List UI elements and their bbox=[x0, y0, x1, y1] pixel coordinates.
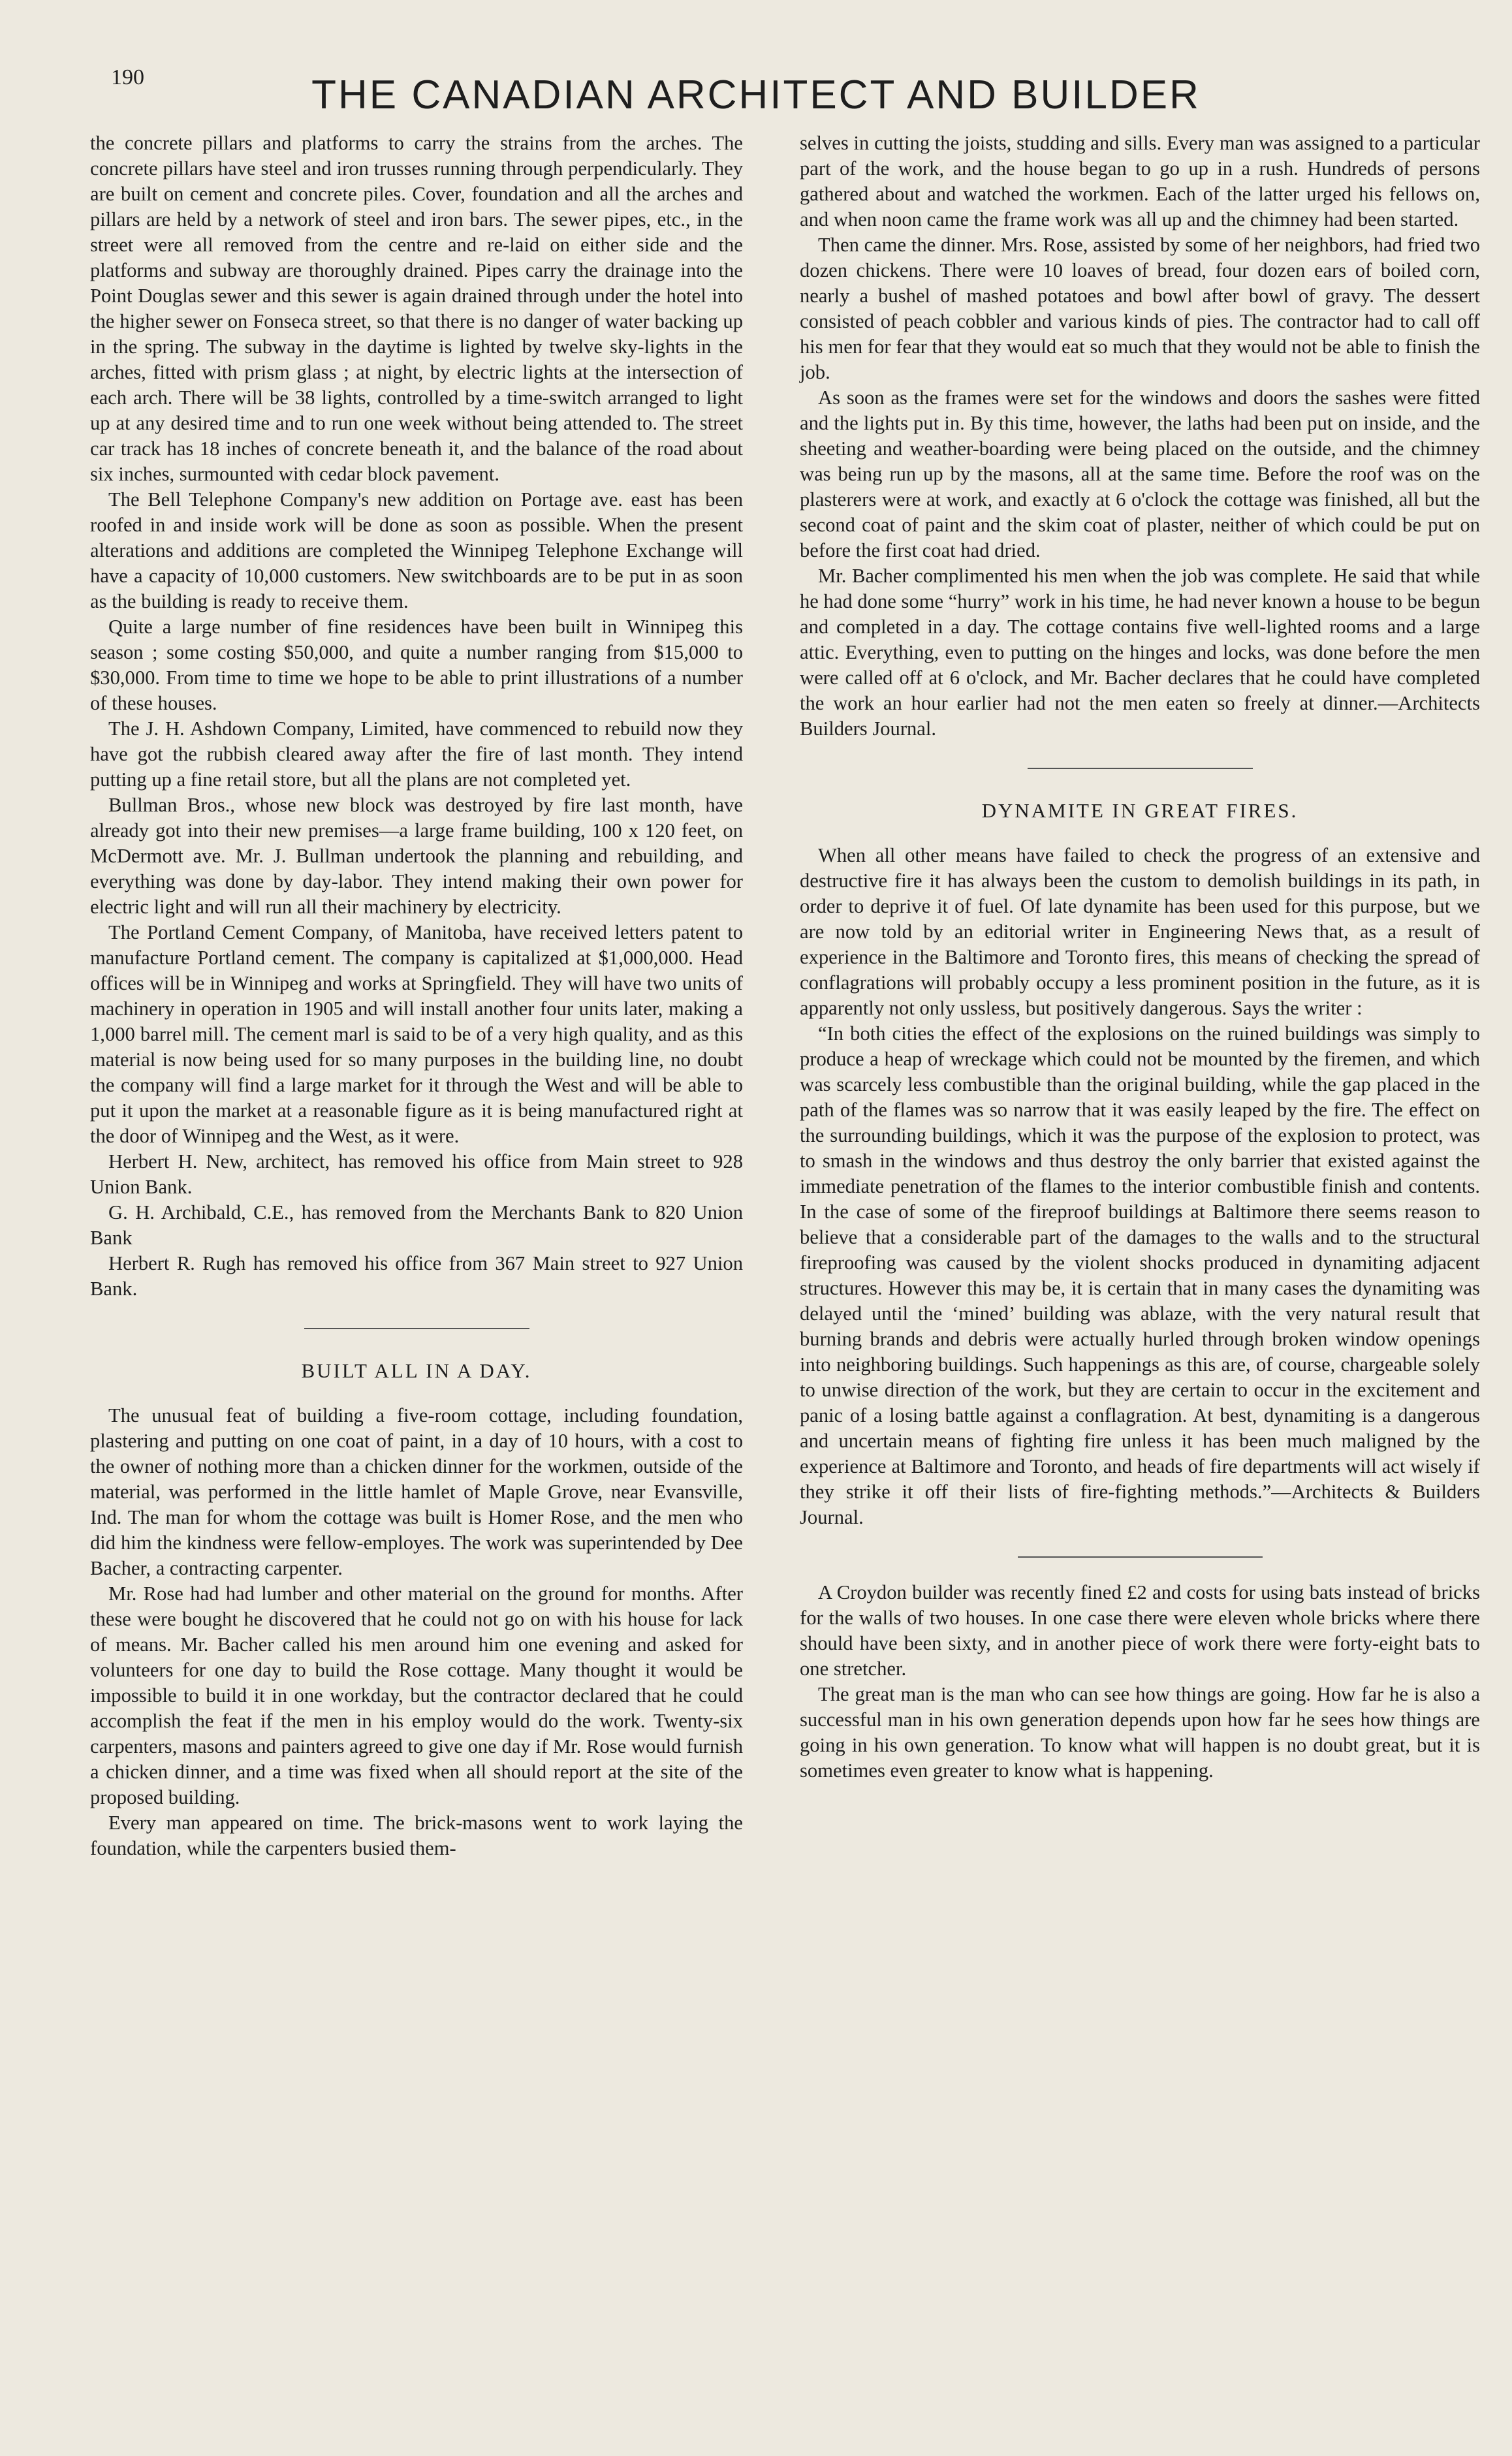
paragraph: G. H. Archibald, C.E., has removed from the Merchants Bank to 820 Union Bank bbox=[90, 1201, 743, 1249]
paragraph: Mr. Bacher complimented his men when the job was complete. He said that while he had done some “hurry” work in his time, he had never known a house to be begun and completed in a day. The cottage contains five well-lighted rooms and a large attic. Everything, even to putting on the hinges and locks, was done before the men were called off at 6 o'clock, and Mr. Bacher declares that he could have completed the work an hour earlier had not the men eaten so freely at dinner.—Architects Builders Journal. bbox=[800, 565, 1480, 740]
paragraph: The Portland Cement Company, of Manitoba, have received letters patent to manufacture Portland cement. The company is capitalized at $1,000,000. Head offices will be in Winnipeg and works at Springfield. They will have two units of machinery in operation in 1905 and will install another four units later, making a 1,000 barrel mill. The cement marl is said to be of a very high quality, and as this material is now being used for so many purposes in the building line, no doubt the company will find a large market for it through the West and will be able to put it upon the market at a reasonable figure as it is being manufactured right at the door of Winnipeg and the West, as it were. bbox=[90, 921, 743, 1147]
paragraph: The great man is the man who can see how things are going. How far he is also a successful man in his own generation depends upon how far he sees how things are going in his own generation. To know what will happen is no doubt great, but it is sometimes even greater to know what is happening. bbox=[800, 1683, 1480, 1782]
running-head-title: THE CANADIAN ARCHITECT AND BUILDER bbox=[311, 72, 1201, 118]
paragraph: A Croydon builder was recently fined £2 and costs for using bats instead of bricks for the walls of two houses. In one case there were eleven whole bricks where there should have been sixty, and in another piece of work there were forty-eight bats to one stretcher. bbox=[800, 1581, 1480, 1680]
paragraph: Herbert R. Rugh has removed his office from 367 Main street to 927 Union Bank. bbox=[90, 1252, 743, 1300]
left-column bbox=[90, 131, 743, 1861]
paragraph: Mr. Rose had had lumber and other material on the ground for months. After these were bought he discovered that he could not go on with his house for lack of means. Mr. Bacher called his men around him one evening and asked for volunteers for one day to build the Rose cottage. Many thought it would be impossible to build it in one workday, but the contractor declared that he could accomplish the feat if the men in his employ would do the work. Twenty-six carpenters, masons and painters agreed to give one day if Mr. Rose would furnish a chicken dinner, and a time was fixed when all should report at the site of the proposed building. bbox=[90, 1582, 743, 1808]
paragraph: Quite a large number of fine residences have been built in Winnipeg this season ; some costing $50,000, and quite a number ranging from $15,000 to $30,000. From time to time we hope to be able to print illustrations of a number of these houses. bbox=[90, 616, 743, 714]
article-heading: DYNAMITE IN GREAT FIRES. bbox=[981, 799, 1299, 822]
paragraph: When all other means have failed to check the progress of an extensive and destructive fire it has always been the custom to demolish buildings in its path, in order to deprive it of fuel. Of late dynamite has been used for this purpose, but we are now told by an editorial writer in Engineering News that, as a result of experience in the Baltimore and Toronto fires, this means of checking the spread of conflagrations will probably occupy a less prominent position in the future, as it is apparently not only ussless, but positively dangerous. Says the writer : bbox=[800, 844, 1480, 1019]
section-divider bbox=[1028, 768, 1253, 769]
paragraph: selves in cutting the joists, studding and sills. Every man was assigned to a particular part of the work, and the house began to go up in a rush. Hundreds of persons gathered about and watched the workmen. Each of the latter urged his fellows on, and when noon came the frame work was all up and the chimney had been started. bbox=[800, 132, 1480, 230]
section-divider bbox=[304, 1328, 529, 1329]
paragraph: As soon as the frames were set for the windows and doors the sashes were fitted and the lights put in. By this time, however, the laths had been put on inside, and the sheeting and weather-boarding were being placed on the outside, and the chimney was being run up by the masons, all at the same time. Before the roof was on the plasterers were at work, and exactly at 6 o'clock the cottage was finished, all but the second coat of paint and the skim coat of plaster, neither of which could be put on before the first coat had dried. bbox=[800, 386, 1480, 561]
paragraph: Then came the dinner. Mrs. Rose, assisted by some of her neighbors, had fried two dozen chickens. There were 10 loaves of bread, four dozen ears of boiled corn, nearly a bushel of mashed potatoes and bowl after bowl of gravy. The dessert consisted of peach cobbler and various kinds of pies. The contractor had to call off his men for fear that they would eat so much that they would not be able to finish the job. bbox=[800, 234, 1480, 383]
page-number: 190 bbox=[111, 65, 144, 89]
paragraph: Bullman Bros., whose new block was destroyed by fire last month, have already got into their new premises—a large frame building, 100 x 120 feet, on McDermott ave. Mr. J. Bullman undertook the planning and rebuilding, and everything was done by day-labor. They intend making their own power for electric light and will run all their machinery by electricity. bbox=[90, 794, 743, 918]
article-heading: BUILT ALL IN A DAY. bbox=[301, 1359, 532, 1382]
right-column bbox=[800, 131, 1480, 1784]
paragraph: The unusual feat of building a five-room cottage, including foundation, plastering and putting on one coat of paint, in a day of 10 hours, with a cost to the owner of nothing more than a chicken dinner for the workmen, outside of the material, was performed in the little hamlet of Maple Grove, near Evansville, Ind. The man for whom the cottage was built is Homer Rose, and the men who did him the kindness were fellow-employes. The work was superintended by Dee Bacher, a contracting carpenter. bbox=[90, 1404, 743, 1579]
paragraph: Every man appeared on time. The brick-masons went to work laying the foundation, while the carpenters busied them- bbox=[90, 1812, 743, 1859]
paragraph: The J. H. Ashdown Company, Limited, have commenced to rebuild now they have got the rubbish cleared away after the fire of last month. They intend putting up a fine retail store, but all the plans are not completed yet. bbox=[90, 717, 743, 791]
paragraph: “In both cities the effect of the explosions on the ruined buildings was simply to produce a heap of wreckage which could not be mounted by the firemen, and which was scarcely less combustible than the original building, while the gap placed in the path of the flames was so narrow that it was easily leaped by the fire. The effect on the surrounding buildings, which it was the purpose of the explosion to protect, was to smash in the windows and thus destroy the only barrier that existed against the immediate penetration of the flames to the interior combustible finish and contents. In the case of some of the fireproof buildings at Baltimore there seems reason to believe that a considerable part of the damages to the walls and to the structural fireproofing was caused by the violent shocks produced in dynamiting adjacent structures. However this may be, it is certain that in many cases the dynamiting was delayed until the ‘mined’ building was ablaze, with the very natural result that burning brands and debris were actually hurled through broken window openings into neighboring buildings. Such happenings as this are, of course, chargeable solely to unwise direction of the work, but they are certain to occur in the excitement and panic of a losing battle against a conflagration. At best, dynamiting is a dangerous and uncertain means of fighting fire unless it has been much maligned by the experience at Baltimore and Toronto, and heads of fire departments will act wisely if they strike it off their lists of fire-fighting methods.”—Architects & Builders Journal. bbox=[800, 1022, 1480, 1528]
paragraph: Herbert H. New, architect, has removed his office from Main street to 928 Union Bank. bbox=[90, 1150, 743, 1198]
paragraph: The Bell Telephone Company's new addition on Portage ave. east has been roofed in and inside work will be done as soon as possible. When the present alterations and additions are completed the Winnipeg Telephone Exchange will have a capacity of 10,000 customers. New switchboards are to be put in as soon as the building is ready to receive them. bbox=[90, 488, 743, 612]
paragraph: the concrete pillars and platforms to carry the strains from the arches. The concrete pillars have steel and iron trusses running through perpendicularly. They are built on cement and concrete piles. Cover, foundation and all the arches and pillars are held by a network of steel and iron bars. The sewer pipes, etc., in the street were all removed from the centre and re-laid on either side and the platforms and subway are thoroughly drained. Pipes carry the drainage into the Point Douglas sewer and this sewer is again drained through under the hotel into the higher sewer on Fonseca street, so that there is no danger of water backing up in the spring. The subway in the daytime is lighted by twelve sky-lights in the arches, fitted with prism glass ; at night, by electric lights at the intersection of each arch. There will be 38 lights, controlled by a time-switch arranged to light up at any desired time and to run one week without being attended to. The street car track has 18 inches of concrete beneath it, and the balance of the road about six inches, surmounted with cedar block pavement. bbox=[90, 132, 743, 485]
